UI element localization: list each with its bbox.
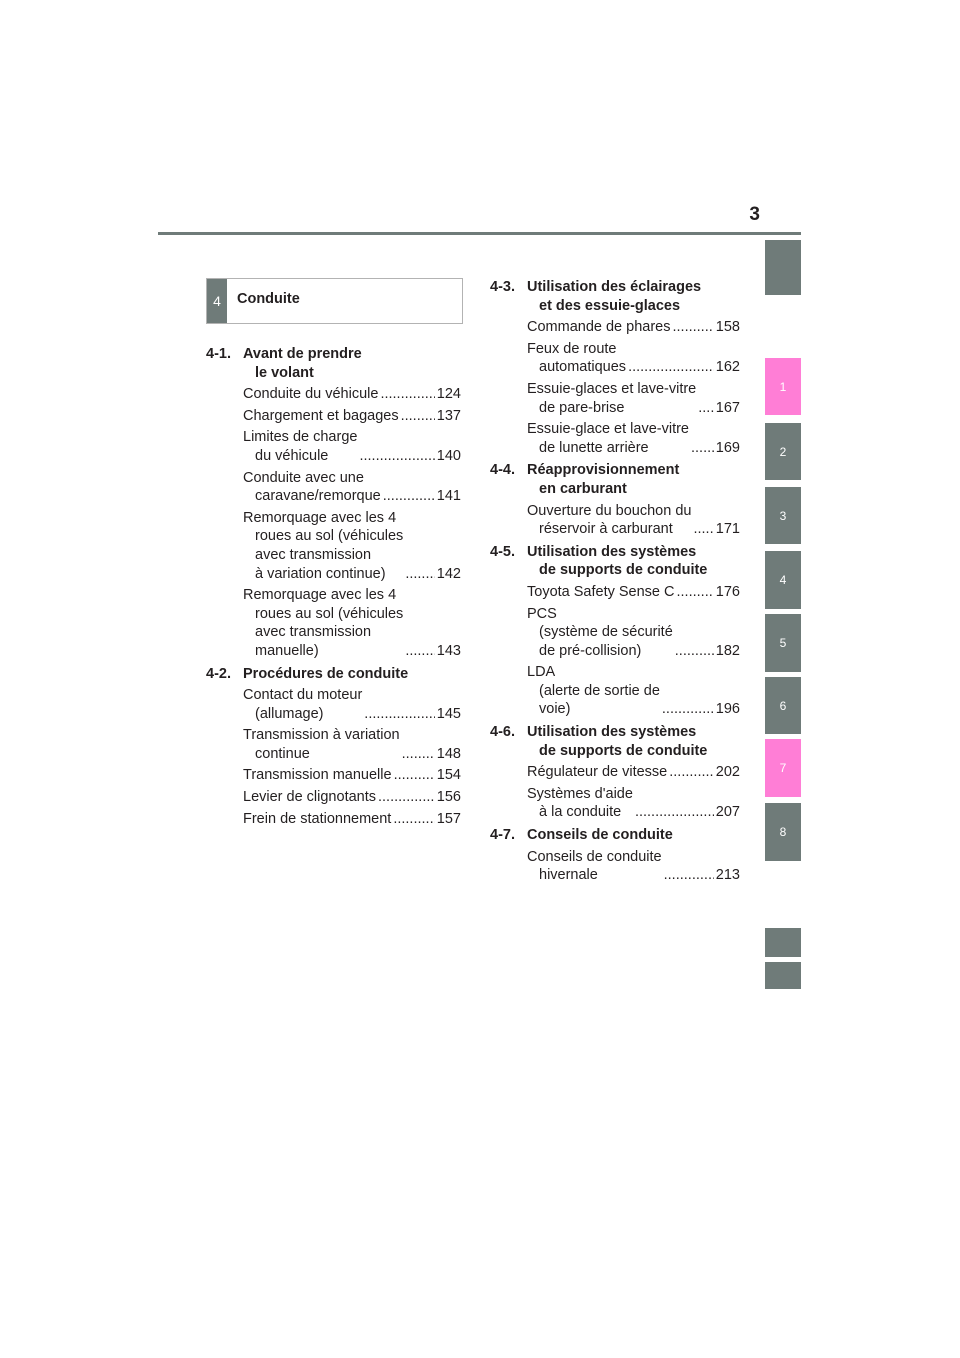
page-ref: 154 [436, 767, 461, 784]
page-ref: 162 [715, 359, 740, 376]
entry-text [527, 663, 660, 719]
section-title-line: de supports de conduite [539, 562, 708, 579]
entry-text [527, 420, 689, 457]
page-ref: 207 [715, 804, 740, 821]
entry-line: Essuie-glace et lave-vitre [527, 421, 689, 438]
dot-leader [364, 705, 435, 724]
page-ref: 140 [436, 447, 461, 464]
page-ref: 213 [715, 867, 740, 884]
section-title-line: et des essuie-glaces [539, 297, 681, 314]
entry-line: à variation continue) [255, 565, 386, 582]
page-ref: 124 [436, 386, 461, 403]
section-title-line: Réapprovisionnement [527, 462, 680, 479]
entry-text [527, 605, 673, 661]
entry-line: Limites de charge [243, 429, 358, 446]
page-ref: 156 [436, 789, 461, 806]
entry-line: (alerte de sortie de [539, 682, 660, 699]
entry-line: Conduite du véhicule [243, 386, 379, 403]
entry-line: continue [255, 745, 310, 762]
entry-text [527, 340, 626, 377]
section-title-line: Procédures de conduite [243, 665, 409, 682]
entry-line: automatiques [539, 359, 627, 376]
toc-entry[interactable] [206, 726, 461, 763]
entry-line: à la conduite [539, 804, 622, 821]
side-tab-blank-b [765, 962, 801, 989]
toc-entry[interactable] [490, 420, 740, 457]
dot-leader [675, 642, 714, 661]
dot-leader [394, 766, 435, 785]
entry-line: manuelle) [255, 642, 319, 659]
page-ref: 167 [715, 399, 740, 416]
section-title [527, 826, 740, 845]
entry-line: Chargement et bagages [243, 407, 399, 424]
section-title-line: Conseils de conduite [527, 827, 673, 844]
toc-entry[interactable] [206, 469, 461, 506]
dot-leader [359, 447, 434, 466]
side-tab-8[interactable]: 8 [765, 803, 801, 861]
page-ref: 202 [715, 764, 740, 781]
toc-section [206, 345, 461, 382]
dot-leader [691, 439, 714, 458]
section-title-line: le volant [255, 364, 314, 381]
toc-entry[interactable] [490, 380, 740, 417]
toc-entry[interactable] [490, 340, 740, 377]
toc-entry[interactable] [206, 810, 461, 829]
section-title [527, 461, 740, 498]
dot-leader [383, 487, 435, 506]
dot-leader [669, 763, 714, 782]
toc-section [490, 461, 740, 498]
entry-line: Régulateur de vitesse [527, 764, 668, 781]
entry-text [243, 686, 362, 723]
toc-entry[interactable] [490, 785, 740, 822]
section-number: 4-7. [490, 827, 515, 844]
toc-entry[interactable] [206, 509, 461, 583]
entry-line: avec transmission [255, 624, 372, 641]
toc-entry[interactable] [490, 763, 740, 782]
dot-leader [693, 520, 713, 539]
side-tab-5[interactable]: 5 [765, 614, 801, 672]
entry-text [527, 763, 667, 782]
toc-section [490, 826, 740, 845]
section-title [243, 665, 461, 684]
section-title-line: en carburant [539, 480, 627, 497]
dot-leader [628, 358, 714, 377]
entry-line: (système de sécurité [539, 624, 673, 641]
toc-entry[interactable] [206, 428, 461, 465]
entry-line: Commande de phares [527, 319, 671, 336]
page-ref: 176 [715, 583, 740, 600]
dot-leader [698, 399, 714, 418]
entry-text [527, 318, 670, 337]
entry-line: Feux de route [527, 340, 617, 357]
dot-leader [672, 318, 713, 337]
entry-text [527, 502, 691, 539]
toc-section [490, 543, 740, 580]
dot-leader [635, 803, 714, 822]
side-tab-2[interactable]: 2 [765, 423, 801, 480]
entry-text [243, 509, 403, 583]
section-title-line: Avant de prendre [243, 346, 362, 362]
side-tab-3[interactable]: 3 [765, 487, 801, 544]
section-number: 4-6. [490, 724, 515, 741]
entry-text [243, 586, 403, 660]
entry-line: Conduite avec une [243, 469, 364, 486]
entry-line: Ouverture du bouchon du [527, 502, 692, 519]
side-tab-blank-a [765, 928, 801, 957]
entry-line: Toyota Safety Sense C [527, 583, 675, 600]
page-ref: 158 [715, 319, 740, 336]
section-number: 4-2. [206, 665, 231, 682]
entry-line: Essuie-glaces et lave-vitre [527, 380, 697, 397]
toc-entry[interactable] [490, 605, 740, 661]
header-rule [158, 232, 801, 235]
entry-text [243, 385, 378, 404]
entry-line: Levier de clignotants [243, 789, 376, 806]
entry-text [243, 469, 381, 506]
entry-line: Systèmes d'aide [527, 785, 633, 802]
entry-line: LDA [527, 664, 556, 681]
entry-text [527, 380, 696, 417]
entry-line: Conseils de conduite [527, 848, 662, 865]
side-tab-7[interactable]: 7 [765, 739, 801, 797]
entry-line: roues au sol (véhicules [255, 605, 404, 622]
page-ref: 157 [436, 810, 461, 827]
side-tab-1[interactable]: 1 [765, 358, 801, 415]
toc-entry[interactable] [206, 385, 461, 404]
entry-line: caravane/remorque [255, 488, 381, 505]
dot-leader [677, 583, 714, 602]
dot-leader [405, 642, 434, 661]
section-title-line: Utilisation des systèmes [527, 543, 697, 560]
entry-text [243, 726, 400, 763]
side-tab-4[interactable]: 4 [765, 551, 801, 609]
toc-section [490, 723, 740, 760]
section-title-line: de supports de conduite [539, 742, 708, 759]
entry-line: hivernale [539, 867, 598, 884]
entry-line: avec transmission [255, 546, 372, 563]
entry-text [243, 407, 399, 426]
entry-text [243, 810, 391, 829]
section-number: 4-3. [490, 279, 515, 295]
side-tab-6[interactable]: 6 [765, 677, 801, 734]
toc-entry[interactable] [206, 407, 461, 426]
entry-line: voie) [539, 701, 571, 718]
dot-leader [664, 866, 714, 885]
section-number: 4-4. [490, 462, 515, 479]
entry-text [527, 848, 662, 885]
entry-text [527, 583, 675, 602]
toc-entry[interactable] [490, 663, 740, 719]
page-ref: 142 [436, 565, 461, 582]
entry-line: Frein de stationnement [243, 810, 392, 827]
entry-line: Transmission à variation [243, 727, 400, 744]
toc-entry[interactable] [490, 848, 740, 885]
side-tab-blank-top [765, 240, 801, 295]
toc-left-column [206, 341, 461, 831]
page-ref: 137 [436, 407, 461, 424]
entry-text [243, 788, 376, 807]
entry-line: Remorquage avec les 4 [243, 509, 397, 526]
toc-entry[interactable] [490, 318, 740, 337]
entry-line: de pare-brise [539, 399, 625, 416]
entry-line: de lunette arrière [539, 439, 649, 456]
section-title [243, 345, 461, 382]
dot-leader [380, 385, 434, 404]
section-title [527, 278, 740, 315]
entry-line: du véhicule [255, 447, 329, 464]
entry-line: de pré-collision) [539, 642, 642, 659]
page-ref: 145 [436, 705, 461, 722]
toc-entry[interactable] [490, 583, 740, 602]
entry-line: roues au sol (véhicules [255, 528, 404, 545]
section-title [527, 543, 740, 580]
page-ref: 182 [715, 642, 740, 659]
entry-text [527, 785, 633, 822]
entry-line: réservoir à carburant [539, 521, 673, 538]
dot-leader [402, 745, 435, 764]
page-ref: 141 [436, 488, 461, 505]
toc-entry[interactable] [206, 686, 461, 723]
page-number: 3 [749, 204, 760, 225]
page-ref: 169 [715, 439, 740, 456]
entry-text [243, 428, 357, 465]
section-number: 4-1. [206, 346, 231, 362]
section-number: 4-5. [490, 543, 515, 560]
page-ref: 196 [715, 701, 740, 718]
section-title [527, 723, 740, 760]
toc-entry[interactable] [206, 788, 461, 807]
toc-entry[interactable] [490, 502, 740, 539]
toc-entry[interactable] [206, 766, 461, 785]
toc-section [490, 278, 740, 315]
page-ref: 148 [436, 745, 461, 762]
entry-line: Contact du moteur [243, 687, 363, 704]
toc-right-column [490, 274, 740, 888]
toc-entry[interactable] [206, 586, 461, 660]
toc-section [206, 665, 461, 684]
dot-leader [405, 565, 434, 584]
entry-line: Remorquage avec les 4 [243, 587, 397, 604]
dot-leader [662, 700, 714, 719]
chapter-number: 4 [207, 279, 227, 323]
page-ref: 171 [715, 521, 740, 538]
entry-line: (allumage) [255, 705, 324, 722]
section-title-line: Utilisation des systèmes [527, 724, 697, 741]
page-ref: 143 [436, 642, 461, 659]
entry-line: PCS [527, 605, 557, 622]
entry-line: Transmission manuelle [243, 767, 392, 784]
dot-leader [393, 810, 434, 829]
section-title-line: Utilisation des éclairages [527, 279, 702, 295]
entry-text [243, 766, 392, 785]
chapter-header [206, 278, 463, 324]
dot-leader [401, 407, 435, 426]
dot-leader [378, 788, 435, 807]
chapter-title: Conduite [237, 291, 300, 307]
